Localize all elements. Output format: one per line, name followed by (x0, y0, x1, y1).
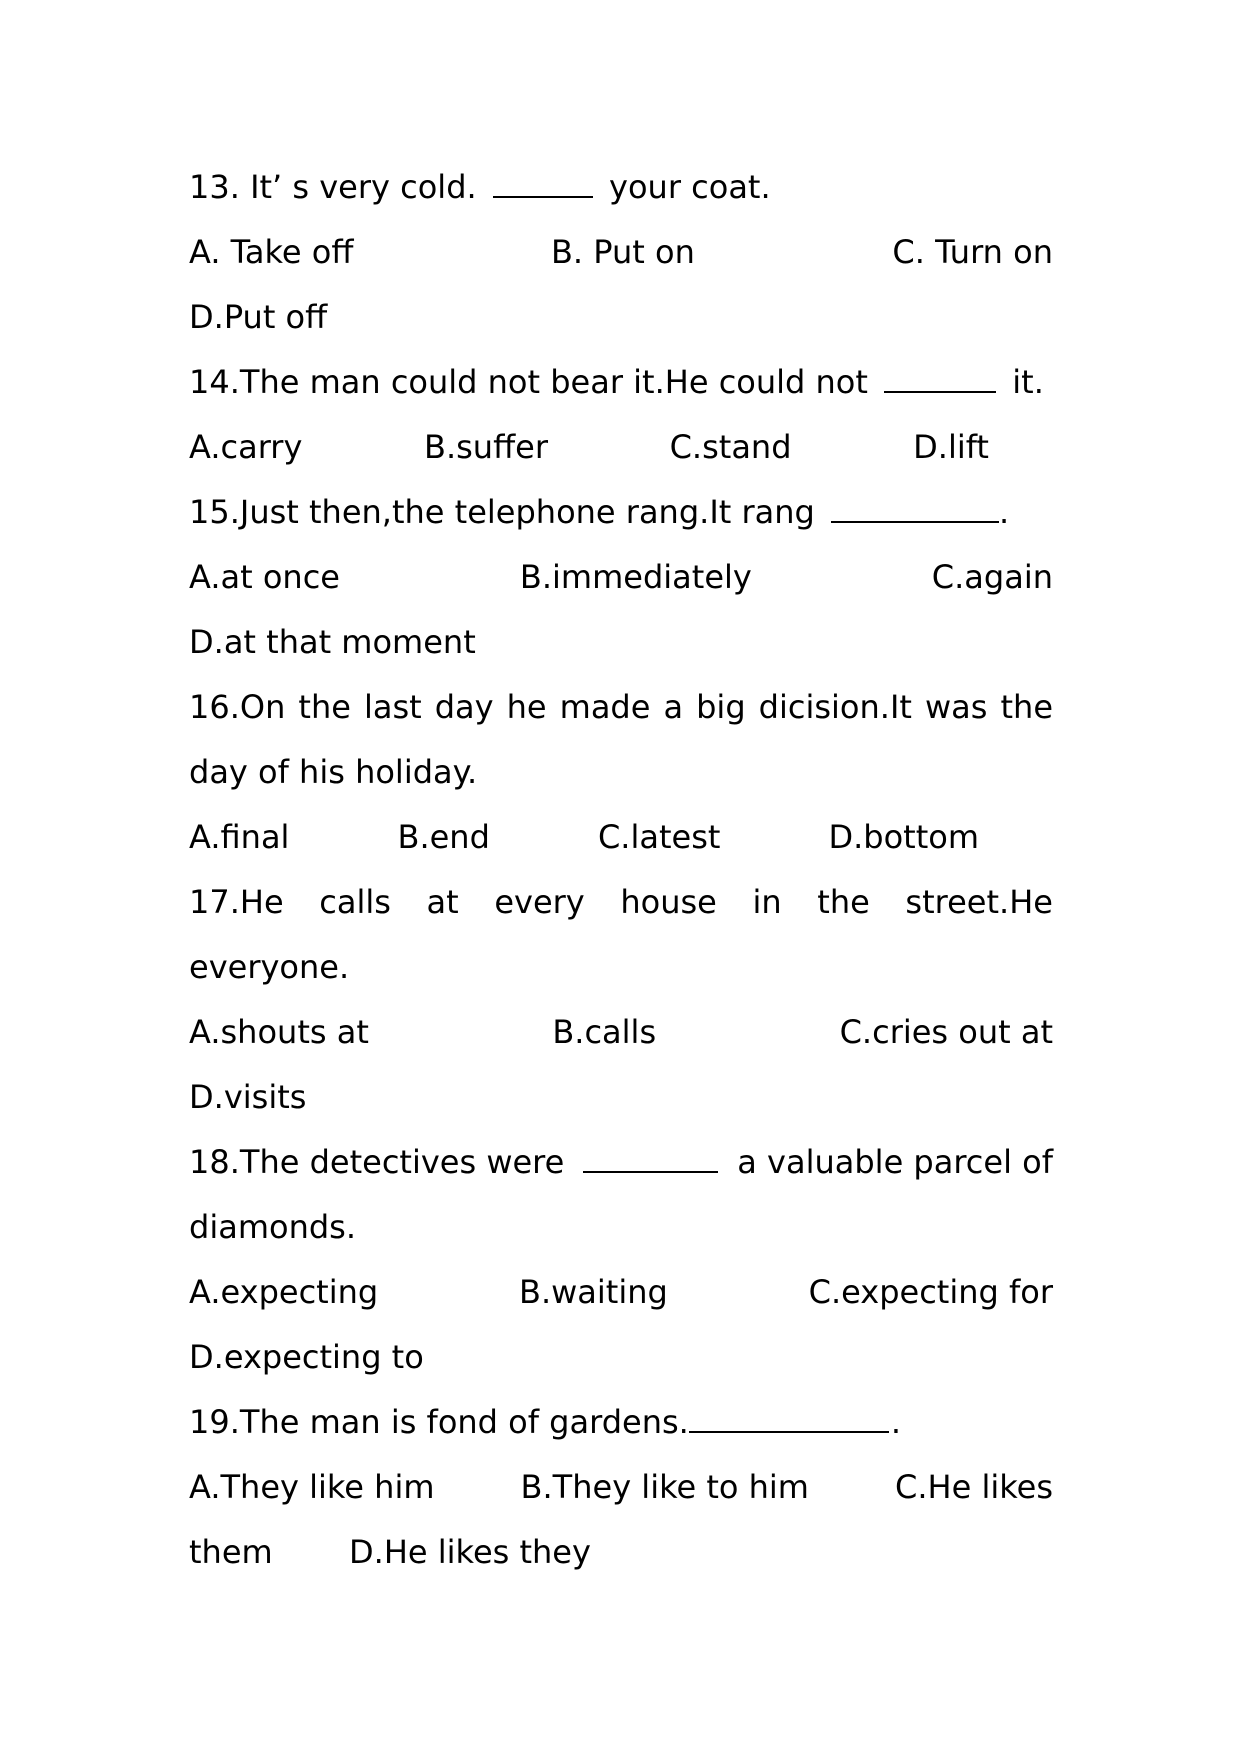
question-text: it. (1012, 363, 1044, 401)
question-13-options-row-2 (189, 285, 1053, 350)
option-d: D.bottom (828, 818, 979, 856)
option-c: C.expecting for (808, 1273, 1053, 1311)
question-word: in (752, 883, 782, 921)
question-text: The man could not bear it.He could not (239, 363, 868, 401)
question-17-options-row (189, 1000, 1053, 1065)
option-a: A.expecting (189, 1273, 379, 1311)
option-a: A.shouts at (189, 1013, 369, 1051)
question-text: day of his holiday. (189, 753, 478, 791)
question-word: street.He (905, 883, 1053, 921)
question-text: . (999, 493, 1010, 531)
answer-blank (689, 1399, 889, 1433)
question-word: house (620, 883, 717, 921)
question-word: at (426, 883, 459, 921)
question-13-options-row (189, 220, 1053, 285)
option-c: C. Turn on (892, 233, 1053, 271)
option-c: C.stand (669, 428, 792, 466)
option-d: D.lift (913, 428, 989, 466)
option-b: B.waiting (518, 1273, 668, 1311)
question-word: the (817, 883, 870, 921)
question-text: your coat. (609, 168, 771, 206)
option-b: B. Put on (550, 233, 695, 271)
option-a: A.final (189, 818, 290, 856)
question-text: Just then,the telephone rang.It rang (239, 493, 815, 531)
option-c: C.again (931, 558, 1053, 596)
question-19-options-row-2 (189, 1520, 1053, 1585)
question-list (189, 155, 1053, 1585)
question-17-stem (189, 870, 1053, 935)
question-18-stem (189, 1130, 1053, 1195)
question-number: 14. (189, 363, 240, 401)
question-text: a valuable parcel of (737, 1143, 1053, 1181)
question-text: everyone. (189, 948, 350, 986)
question-19-options-row (189, 1455, 1053, 1520)
question-word: calls (319, 883, 391, 921)
option-c: C.He likes (895, 1468, 1053, 1506)
option-b: B.calls (552, 1013, 657, 1051)
question-number: 13. (189, 168, 240, 206)
option-b: B.suffer (424, 428, 548, 466)
question-18-options-row (189, 1260, 1053, 1325)
question-18-options-row-2 (189, 1325, 1053, 1390)
question-15-options-row-2 (189, 610, 1053, 675)
answer-blank (831, 489, 999, 523)
question-16-options-row (189, 805, 979, 870)
answer-blank (583, 1139, 718, 1173)
question-13-stem (189, 155, 1053, 220)
question-number: 15. (189, 493, 240, 531)
answer-blank (884, 359, 996, 393)
option-d: D.at that moment (189, 623, 476, 661)
question-14-options-row (189, 415, 989, 480)
question-text: . (890, 1403, 901, 1441)
question-18-stem-line-2 (189, 1195, 1053, 1260)
question-number: 18. (189, 1143, 240, 1181)
option-a: A.carry (189, 428, 303, 466)
option-a: A.They like him (189, 1468, 435, 1506)
option-b: B.They like to him (520, 1468, 809, 1506)
option-a: A.at once (189, 558, 340, 596)
option-c-continued: them (189, 1533, 273, 1571)
option-d: D.He likes they (349, 1533, 591, 1571)
question-15-stem (189, 480, 1053, 545)
question-number: 16. (189, 688, 240, 726)
question-text: It’ s very cold. (250, 168, 477, 206)
question-word: every (494, 883, 585, 921)
option-a: A. Take off (189, 233, 354, 271)
option-c: C.cries out at (839, 1013, 1053, 1051)
question-19-stem (189, 1390, 1053, 1455)
question-word: 17.He (189, 883, 284, 921)
question-14-stem (189, 350, 1053, 415)
option-d: D.expecting to (189, 1338, 424, 1376)
option-d: D.Put off (189, 298, 328, 336)
option-b: B.immediately (519, 558, 752, 596)
question-text: diamonds. (189, 1208, 356, 1246)
question-17-stem-line-2 (189, 935, 1053, 1000)
question-16-stem-line-2 (189, 740, 1053, 805)
option-d: D.visits (189, 1078, 307, 1116)
option-b: B.end (397, 818, 490, 856)
answer-blank (493, 164, 593, 198)
question-17-options-row-2 (189, 1065, 1053, 1130)
question-number: 19. (189, 1403, 240, 1441)
option-c: C.latest (597, 818, 721, 856)
question-text: On the last day he made a big dicision.It was the (239, 688, 1053, 726)
question-16-stem (189, 675, 1053, 740)
question-15-options-row (189, 545, 1053, 610)
question-text: The man is fond of gardens. (239, 1403, 689, 1441)
question-text: The detectives were (239, 1143, 565, 1181)
